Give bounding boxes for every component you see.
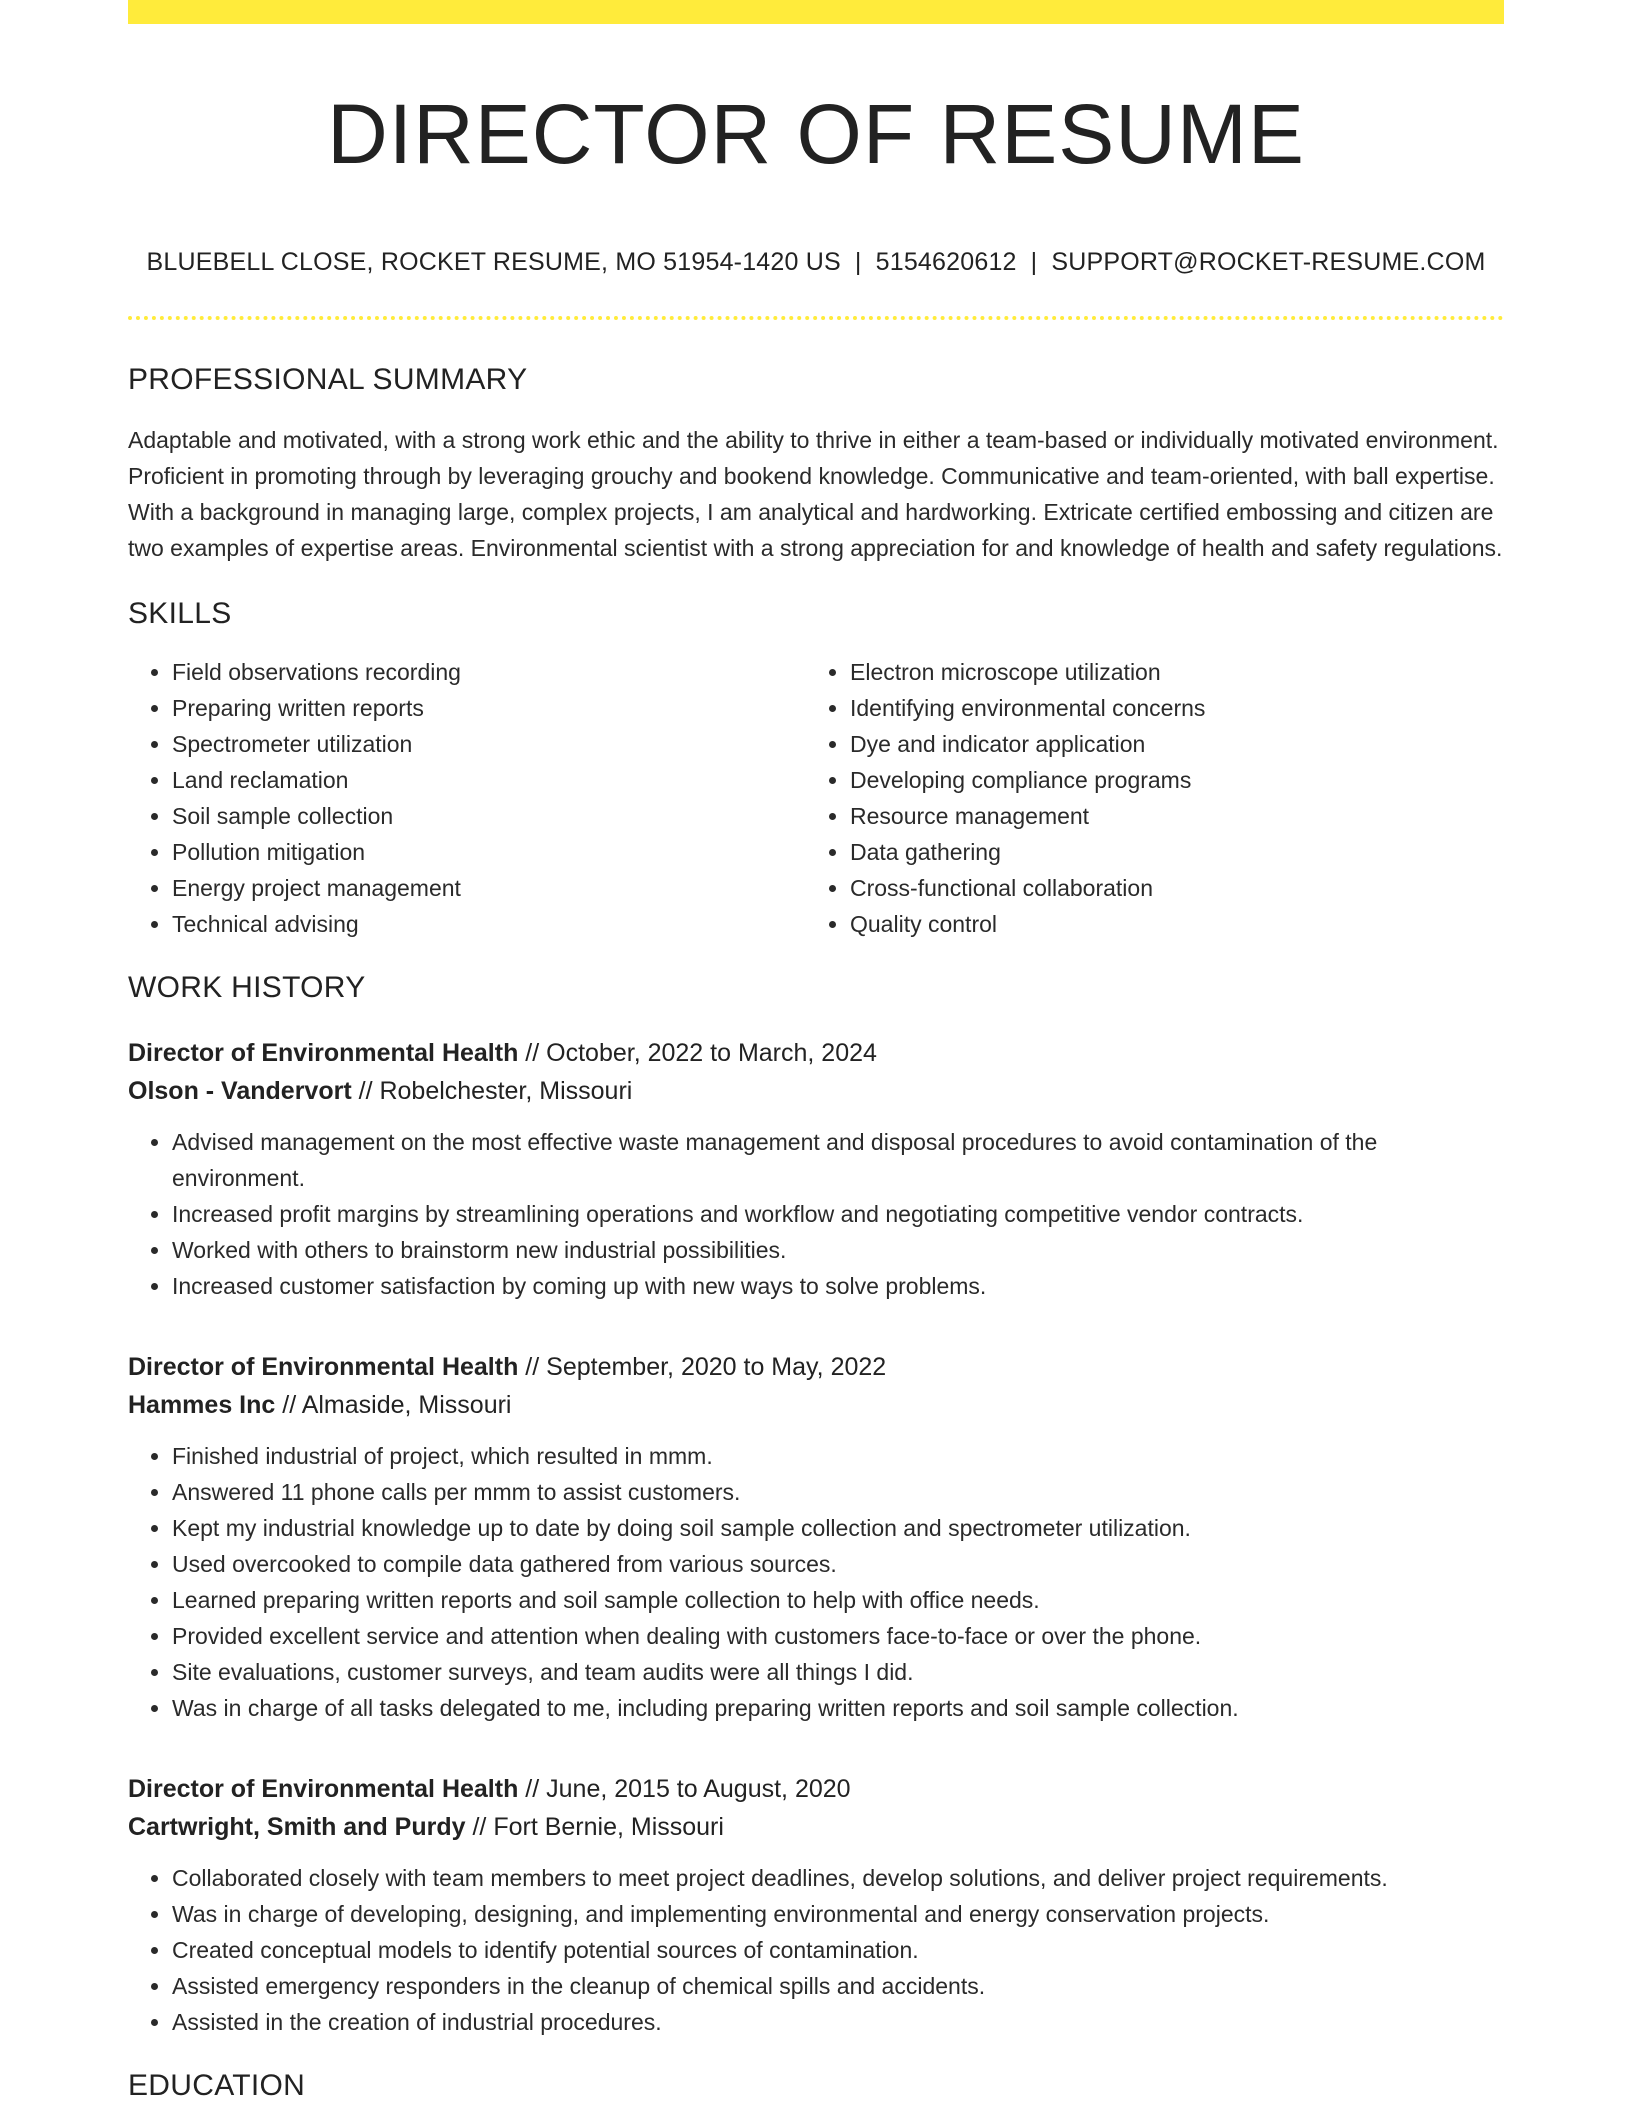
skills-list-right <box>806 654 1484 942</box>
job-company: Cartwright, Smith and Purdy <box>128 1813 466 1841</box>
contact-address: BLUEBELL CLOSE, ROCKET RESUME, MO 51954-1420 US <box>146 248 841 276</box>
resume-page <box>128 0 1504 2106</box>
job-bullet: • Worked with others to brainstorm new industrial possibilities. <box>172 1232 1504 1268</box>
skill-item: • Preparing written reports <box>172 690 806 726</box>
job-bullet: • Answered 11 phone calls per mmm to assist customers. <box>172 1474 1504 1510</box>
job-bullet: • Created conceptual models to identify potential sources of contamination. <box>172 1932 1504 1968</box>
contact-phone: 5154620612 <box>875 248 1017 276</box>
job-entry <box>128 1770 1504 2040</box>
job-bullet: • Finished industrial of project, which resulted in mmm. <box>172 1438 1504 1474</box>
job-company: Olson - Vandervort <box>128 1077 352 1105</box>
summary-heading: PROFESSIONAL SUMMARY <box>128 363 528 396</box>
job-bullet: • Was in charge of all tasks delegated to me, including preparing written reports and soil sample collection. <box>172 1690 1504 1726</box>
skill-item: • Technical advising <box>172 906 806 942</box>
job-company-line <box>128 1072 1504 1110</box>
job-entry <box>128 1348 1504 1726</box>
job-bullet: • Kept my industrial knowledge up to date by doing soil sample collection and spectrometer utilization. <box>172 1510 1504 1546</box>
job-bullets <box>128 1438 1504 1726</box>
job-location: // Fort Bernie, Missouri <box>465 1813 724 1841</box>
job-title-line <box>128 1348 1504 1386</box>
skills-list-left <box>128 654 806 942</box>
job-bullets <box>128 1124 1504 1304</box>
contact-separator: | <box>854 248 862 276</box>
job-bullet: • Used overcooked to compile data gathered from various sources. <box>172 1546 1504 1582</box>
skill-item: • Dye and indicator application <box>850 726 1484 762</box>
job-role: Director of Environmental Health <box>128 1039 519 1067</box>
contact-email: SUPPORT@ROCKET-RESUME.COM <box>1051 248 1486 276</box>
summary-text: Adaptable and motivated, with a strong work ethic and the ability to thrive in either a team-based or individually motivated environment. Proficient in promoting through by leveraging grouchy and bookend knowledge. Communicative and team-oriented, with ball expertise. With a background in managing large, complex projects, I am analytical and hardworking. Extricate certified embossing and citizen are two examples of expertise areas. Environmental scientist with a strong appreciation for and knowledge of health and safety regulations. <box>128 427 1503 561</box>
job-bullet: • Collaborated closely with team members to meet project deadlines, develop solutions, and deliver project requirements. <box>172 1860 1504 1896</box>
skill-item: • Resource management <box>850 798 1484 834</box>
contact-line <box>128 246 1504 278</box>
skill-item: • Pollution mitigation <box>172 834 806 870</box>
skills-grid <box>128 654 1504 942</box>
job-bullet: • Assisted emergency responders in the cleanup of chemical spills and accidents. <box>172 1968 1504 2004</box>
job-bullet: • Learned preparing written reports and soil sample collection to help with office needs. <box>172 1582 1504 1618</box>
job-location: // Almaside, Missouri <box>275 1391 512 1419</box>
resume-name: DIRECTOR OF RESUME <box>327 87 1305 181</box>
job-location: // Robelchester, Missouri <box>351 1077 633 1105</box>
contact-separator: | <box>1030 248 1038 276</box>
skill-item: • Soil sample collection <box>172 798 806 834</box>
skill-item: • Field observations recording <box>172 654 806 690</box>
skill-item: • Developing compliance programs <box>850 762 1484 798</box>
job-dates: // October, 2022 to March, 2024 <box>518 1039 877 1067</box>
skills-heading: SKILLS <box>128 597 232 630</box>
job-bullet: • Increased profit margins by streamlining operations and workflow and negotiating competitive vendor contracts. <box>172 1196 1504 1232</box>
skill-item: • Electron microscope utilization <box>850 654 1484 690</box>
job-role: Director of Environmental Health <box>128 1353 519 1381</box>
skill-item: • Cross-functional collaboration <box>850 870 1484 906</box>
job-bullet: • Site evaluations, customer surveys, and team audits were all things I did. <box>172 1654 1504 1690</box>
skill-item: • Data gathering <box>850 834 1484 870</box>
skill-item: • Land reclamation <box>172 762 806 798</box>
skill-item: • Energy project management <box>172 870 806 906</box>
job-company-line <box>128 1386 1504 1424</box>
job-title-line <box>128 1770 1504 1808</box>
job-bullet: • Provided excellent service and attention when dealing with customers face-to-face or over the phone. <box>172 1618 1504 1654</box>
job-dates: // June, 2015 to August, 2020 <box>518 1775 851 1803</box>
job-bullet: • Increased customer satisfaction by coming up with new ways to solve problems. <box>172 1268 1504 1304</box>
job-company-line <box>128 1808 1504 1846</box>
skill-item: • Spectrometer utilization <box>172 726 806 762</box>
skill-item: • Identifying environmental concerns <box>850 690 1484 726</box>
job-role: Director of Environmental Health <box>128 1775 519 1803</box>
skill-item: • Quality control <box>850 906 1484 942</box>
job-dates: // September, 2020 to May, 2022 <box>518 1353 887 1381</box>
accent-top-bar <box>128 0 1504 24</box>
job-bullets <box>128 1860 1504 2040</box>
education-heading: EDUCATION <box>128 2069 306 2102</box>
job-title-line <box>128 1034 1504 1072</box>
job-bullet: • Advised management on the most effective waste management and disposal procedures to avoid contamination of the environment. <box>172 1124 1504 1196</box>
job-bullet: • Assisted in the creation of industrial procedures. <box>172 2004 1504 2040</box>
job-bullet: • Was in charge of developing, designing, and implementing environmental and energy conservation projects. <box>172 1896 1504 1932</box>
job-company: Hammes Inc <box>128 1391 276 1419</box>
work-history-heading: WORK HISTORY <box>128 971 366 1004</box>
dotted-divider <box>128 316 1504 320</box>
job-entry <box>128 1034 1504 1304</box>
